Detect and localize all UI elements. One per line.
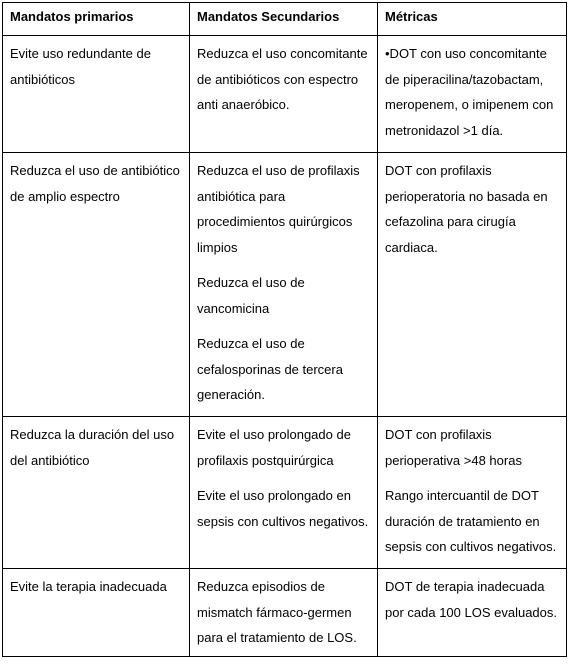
table-header: [3, 3, 567, 36]
metric-cell: [378, 153, 567, 417]
metric-text: DOT con profilaxis perioperativa >48 horas: [385, 427, 522, 468]
secondary-mandate-text: Reduzca el uso concomitante de antibióticos con espectro anti anaeróbico.: [197, 46, 368, 112]
header-row: [3, 3, 567, 36]
table-body: [3, 36, 567, 657]
metric-cell: [378, 36, 567, 153]
primary-mandate-cell: [3, 417, 190, 569]
primary-mandate-cell: [3, 153, 190, 417]
primary-mandate-text: Evite uso redundante de antibióticos: [10, 46, 151, 87]
primary-mandate-text: Evite la terapia inadecuada: [10, 579, 167, 594]
primary-mandate-text: Reduzca la duración del uso del antibiótico: [10, 427, 175, 468]
header-primary-mandates: Mandatos primarios: [3, 3, 190, 36]
table-row: [3, 153, 567, 417]
metric-cell: [378, 417, 567, 569]
mandates-table: [2, 2, 567, 657]
metric-text: DOT de terapia inadecuada por cada 100 LOS evaluados.: [385, 579, 558, 620]
primary-mandate-cell: [3, 36, 190, 153]
secondary-mandate-text: Reduzca el uso de profilaxis antibiótica para procedimientos quirúrgicos limpios: [197, 163, 360, 255]
primary-mandate-text: Reduzca el uso de antibiótico de amplio espectro: [10, 163, 180, 204]
secondary-mandate-text: Reduzca episodios de mismatch fármaco-germen para el tratamiento de LOS.: [197, 579, 357, 645]
header-metrics: Métricas: [378, 3, 567, 36]
metric-text: DOT con profilaxis perioperatoria no basada en cefazolina para cirugía cardiaca.: [385, 163, 548, 255]
table-row: [3, 36, 567, 153]
metric-text: •DOT con uso concomitante de piperacilina/tazobactam, meropenem, o imipenem con metronidazol >1 día.: [385, 46, 554, 138]
table-row: [3, 569, 567, 657]
secondary-mandate-text: Evite el uso prolongado de profilaxis postquirúrgica: [197, 427, 351, 468]
secondary-mandate-text: Evite el uso prolongado en sepsis con cultivos negativos.: [197, 488, 369, 529]
secondary-mandate-cell: [190, 569, 378, 657]
primary-mandate-cell: [3, 569, 190, 657]
metric-cell: [378, 569, 567, 657]
header-secondary-mandates: Mandatos Secundarios: [190, 3, 378, 36]
secondary-mandate-cell: [190, 417, 378, 569]
secondary-mandate-cell: [190, 153, 378, 417]
secondary-mandate-text: Reduzca el uso de vancomicina: [197, 275, 305, 316]
metric-text: Rango intercuantil de DOT duración de tratamiento en sepsis con cultivos negativos.: [385, 488, 557, 554]
table-row: [3, 417, 567, 569]
secondary-mandate-cell: [190, 36, 378, 153]
secondary-mandate-text: Reduzca el uso de cefalosporinas de tercera generación.: [197, 336, 343, 402]
